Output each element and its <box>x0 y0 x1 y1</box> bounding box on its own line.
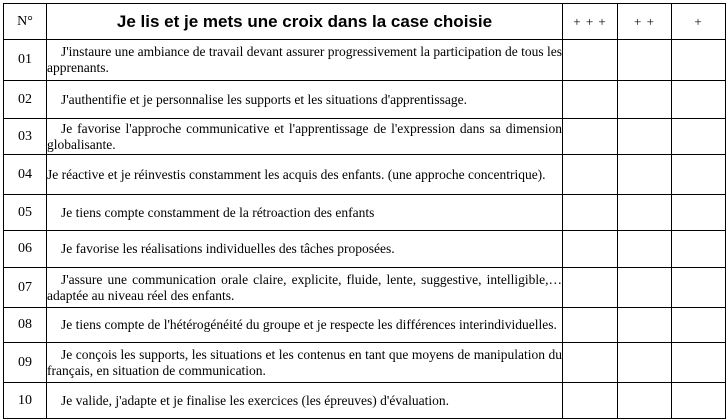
table-row <box>4 231 726 268</box>
row-statement <box>47 343 563 383</box>
table-row <box>4 40 726 81</box>
row-statement-text: J'instaure une ambiance de travail devant assurer progressivement la participation de tous les apprenants. <box>47 44 563 75</box>
table-row <box>4 383 726 419</box>
number-header: N° <box>4 4 47 40</box>
row-statement <box>47 383 563 419</box>
self-assessment-table <box>3 3 726 419</box>
checkbox-cell-three-plus[interactable] <box>563 231 618 268</box>
checkbox-cell-one-plus[interactable] <box>672 119 726 155</box>
table-row <box>4 308 726 343</box>
checkbox-cell-two-plus[interactable] <box>618 383 672 419</box>
checkbox-cell-two-plus[interactable] <box>618 268 672 308</box>
checkbox-cell-one-plus[interactable] <box>672 383 726 419</box>
rating-header-one-plus: + <box>672 4 726 40</box>
checkbox-cell-one-plus[interactable] <box>672 155 726 195</box>
checkbox-cell-three-plus[interactable] <box>563 308 618 343</box>
checkbox-cell-three-plus[interactable] <box>563 81 618 119</box>
row-statement <box>47 119 563 155</box>
checkbox-cell-two-plus[interactable] <box>618 119 672 155</box>
row-statement-text: J'authentifie et je personnalise les supports et les situations d'apprentissage. <box>61 91 468 107</box>
row-statement <box>47 308 563 343</box>
row-number: 07 <box>4 268 47 308</box>
checkbox-cell-two-plus[interactable] <box>618 231 672 268</box>
row-statement <box>47 155 563 195</box>
checkbox-cell-two-plus[interactable] <box>618 343 672 383</box>
row-number: 05 <box>4 195 47 231</box>
checkbox-cell-one-plus[interactable] <box>672 195 726 231</box>
checkbox-cell-two-plus[interactable] <box>618 155 672 195</box>
checkbox-cell-one-plus[interactable] <box>672 40 726 81</box>
row-statement-text: Je réactive et je réinvestis constamment les acquis des enfants. (une approche concentrique). <box>47 166 546 182</box>
row-statement-text: Je favorise l'approche communicative et l'apprentissage de l'expression dans sa dimension globalisante. <box>47 120 562 152</box>
row-number: 04 <box>4 155 47 195</box>
rating-header-three-plus: + + + <box>563 4 618 40</box>
checkbox-cell-one-plus[interactable] <box>672 268 726 308</box>
table-row <box>4 343 726 383</box>
row-number: 09 <box>4 343 47 383</box>
row-number: 06 <box>4 231 47 268</box>
row-statement <box>47 81 563 119</box>
row-statement <box>47 40 563 81</box>
header-row <box>4 4 726 40</box>
checkbox-cell-two-plus[interactable] <box>618 308 672 343</box>
row-number: 08 <box>4 308 47 343</box>
checkbox-cell-one-plus[interactable] <box>672 308 726 343</box>
row-statement-text: Je favorise les réalisations individuelles des tâches proposées. <box>61 241 395 256</box>
instruction-header: Je lis et je mets une croix dans la case choisie <box>47 4 563 40</box>
row-number: 03 <box>4 119 47 155</box>
row-statement <box>47 195 563 231</box>
table-row <box>4 195 726 231</box>
checkbox-cell-three-plus[interactable] <box>563 155 618 195</box>
checkbox-cell-two-plus[interactable] <box>618 40 672 81</box>
row-number: 02 <box>4 81 47 119</box>
rating-header-two-plus: + + <box>618 4 672 40</box>
checkbox-cell-three-plus[interactable] <box>563 119 618 155</box>
checkbox-cell-one-plus[interactable] <box>672 231 726 268</box>
checkbox-cell-two-plus[interactable] <box>618 81 672 119</box>
row-statement-text: Je valide, j'adapte et je finalise les exercices (les épreuves) d'évaluation. <box>61 392 449 408</box>
row-statement <box>47 231 563 268</box>
table-row <box>4 119 726 155</box>
row-statement <box>47 268 563 308</box>
row-statement-text: Je conçois les supports, les situations et les contenus en tant que moyens de manipulation du français, en situation de communication. <box>47 346 562 378</box>
row-statement-text: Je tiens compte de l'hétérogénéité du groupe et je respecte les différences interindividuelles. <box>61 317 557 332</box>
checkbox-cell-three-plus[interactable] <box>563 268 618 308</box>
checkbox-cell-three-plus[interactable] <box>563 343 618 383</box>
checkbox-cell-three-plus[interactable] <box>563 195 618 231</box>
table-row <box>4 268 726 308</box>
checkbox-cell-three-plus[interactable] <box>563 383 618 419</box>
checkbox-cell-one-plus[interactable] <box>672 81 726 119</box>
row-statement-text: J'assure une communication orale claire, explicite, fluide, lente, suggestive, intelligible,… adaptée au niveau réel des enfants. <box>47 271 562 303</box>
checkbox-cell-one-plus[interactable] <box>672 343 726 383</box>
table-row <box>4 155 726 195</box>
row-number: 01 <box>4 40 47 81</box>
row-statement-text: Je tiens compte constamment de la rétroaction des enfants <box>61 204 375 220</box>
table-row <box>4 81 726 119</box>
checkbox-cell-two-plus[interactable] <box>618 195 672 231</box>
checkbox-cell-three-plus[interactable] <box>563 40 618 81</box>
row-number: 10 <box>4 383 47 419</box>
